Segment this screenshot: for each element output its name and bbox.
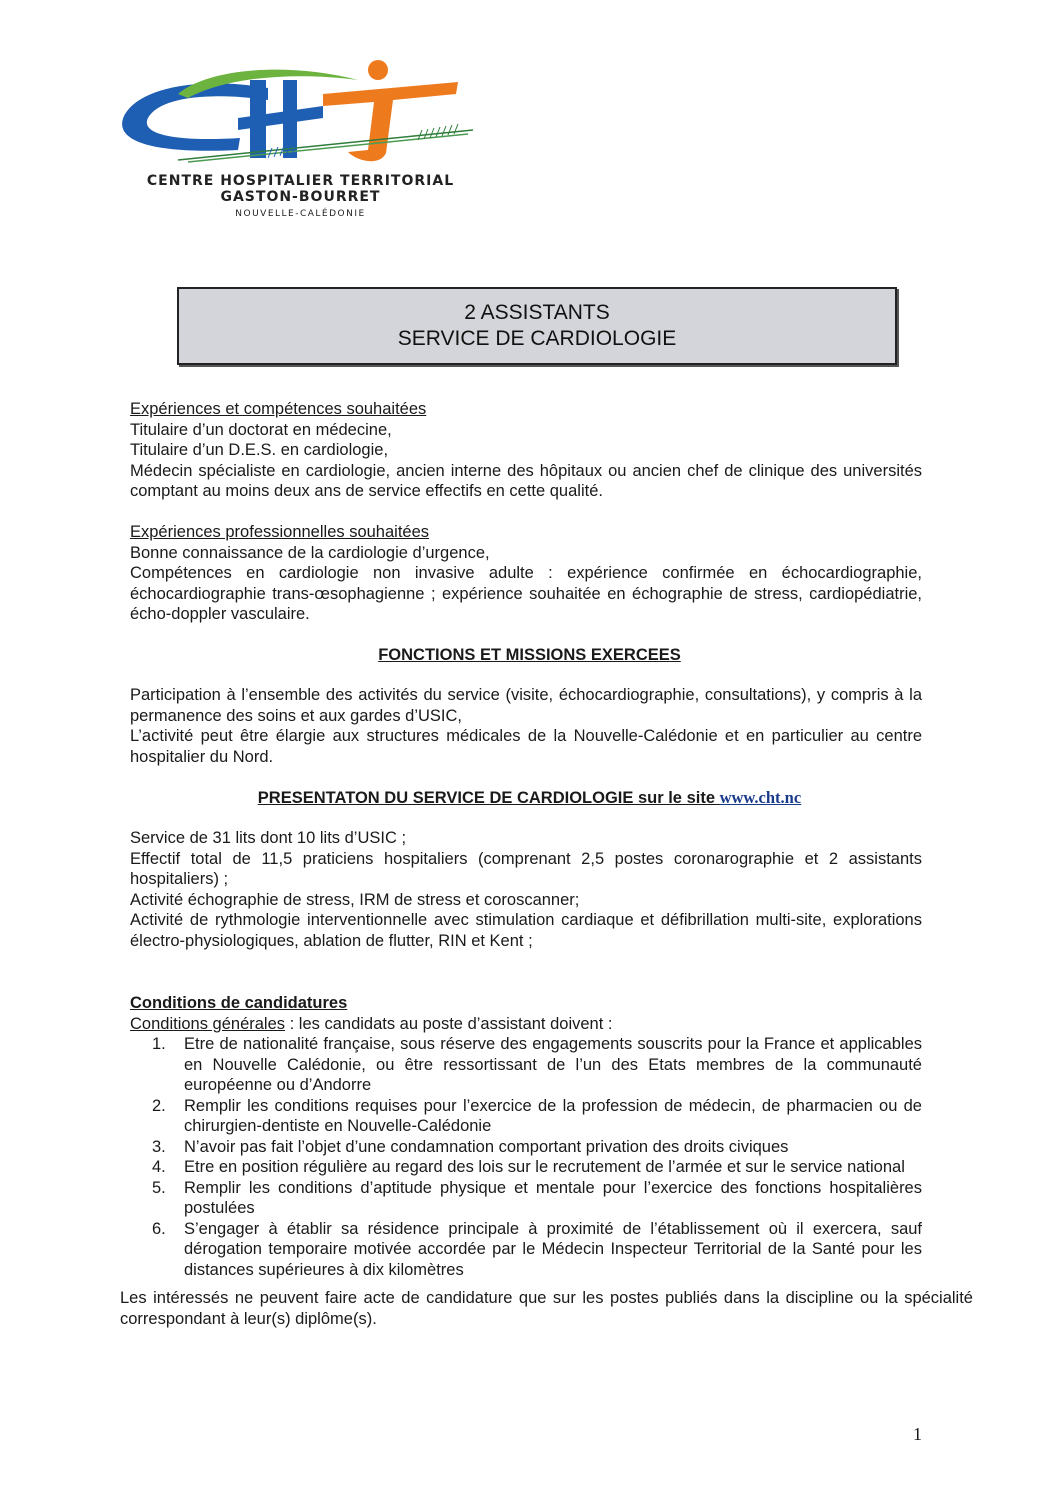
pro-line: Compétences en cardiologie non invasive adulte : expérience confirmée en échocardiographie, échocardiographie trans-œsophagienne ; expérience souhaitée en échographie de stress, cardiopédiatrie, écho-doppler vasculaire.: [130, 564, 922, 623]
presentation-line: Activité de rythmologie interventionnelle avec stimulation cardiaque et défibrillation multi-site, explorations électro-physiologiques, ablation de flutter, RIN et Kent ;: [130, 911, 922, 950]
list-item: [130, 1096, 922, 1137]
list-item: [130, 1178, 922, 1219]
pro-line: Bonne connaissance de la cardiologie d’urgence,: [130, 543, 490, 562]
closing-section: [120, 1288, 973, 1329]
title-line2: SERVICE DE CARDIOLOGIE: [397, 327, 677, 350]
list-item-number: 1.: [152, 1035, 166, 1053]
conditions-section: [130, 993, 922, 1280]
presentation-line: Service de 31 lits dont 10 lits d’USIC ;: [130, 829, 407, 847]
experiences-line: Titulaire d’un doctorat en médecine,: [130, 420, 392, 439]
org-name-line1: CENTRE HOSPITALIER TERRITORIAL: [146, 173, 455, 189]
list-item-number: 6.: [152, 1219, 166, 1238]
list-item-number: 2.: [152, 1096, 166, 1115]
cht-logo-graphic: [118, 58, 483, 173]
list-item-number: 3.: [152, 1137, 166, 1156]
experiences-heading: Expériences et compétences souhaitées: [130, 400, 427, 418]
list-item-text: N’avoir pas fait l’objet d’une condamnation comportant privation des droits civiques: [184, 1137, 789, 1156]
list-item-number: 4.: [152, 1158, 166, 1176]
closing-paragraph: Les intéressés ne peuvent faire acte de candidature que sur les postes publiés dans la discipline ou la spécialité correspondant à leur(s) diplôme(s).: [120, 1289, 973, 1328]
org-name-line3: NOUVELLE-CALÉDONIE: [235, 209, 366, 219]
page-number: 1: [913, 1424, 922, 1444]
conditions-intro: [130, 1014, 922, 1035]
title-line1: 2 ASSISTANTS: [464, 301, 610, 324]
pro-experiences-section: [130, 522, 922, 625]
fonctions-heading: FONCTIONS ET MISSIONS EXERCEES: [378, 646, 681, 664]
presentation-heading: [0, 788, 1059, 809]
title-box: [177, 287, 897, 365]
presentation-line: Activité échographie de stress, IRM de stress et coroscanner;: [130, 890, 580, 909]
conditions-list: [130, 1034, 922, 1280]
list-item: [130, 1034, 922, 1096]
experiences-section: [130, 399, 922, 502]
list-item-text: Etre en position régulière au regard des lois sur le recrutement de l’armée et sur le service national: [184, 1158, 905, 1176]
conditions-heading: Conditions de candidatures: [130, 994, 348, 1012]
org-name-line2: GASTON-BOURRET: [220, 189, 381, 205]
pro-heading: Expériences professionnelles souhaitées: [130, 523, 430, 541]
presentation-heading-text: PRESENTATON DU SERVICE DE CARDIOLOGIE sur le site: [257, 789, 715, 807]
cht-logo: [118, 58, 483, 218]
fonctions-section: [130, 685, 922, 767]
list-item: [130, 1219, 922, 1281]
list-item-text: S’engager à établir sa résidence principale à proximité de l’établissement où il exercera, sauf dérogation temporaire motivée accordée par le Médecin Inspecteur Territorial de la Santé pour les distances supérieures à dix kilomètres: [184, 1219, 922, 1279]
list-item-text: Remplir les conditions requises pour l’exercice de la profession de médecin, de pharmacien ou de chirurgien-dentiste en Nouvelle-Calédonie: [184, 1096, 922, 1135]
presentation-section: [130, 828, 922, 951]
list-item: [130, 1157, 922, 1178]
list-item-number: 5.: [152, 1178, 166, 1197]
list-item-text: Etre de nationalité française, sous réserve des engagements souscrits pour la France et applicables en Nouvelle Calédonie, ou être ressortissant de l’un des Etats membres de la communauté européenne ou d’Andorre: [184, 1035, 922, 1094]
fonctions-paragraph: Participation à l’ensemble des activités du service (visite, échocardiographie, consultations), y compris à la permanence des soins et aux gardes d’USIC,: [130, 686, 922, 725]
site-link[interactable]: www.cht.nc: [719, 788, 802, 807]
experiences-line: Médecin spécialiste en cardiologie, ancien interne des hôpitaux ou ancien chef de clinique des universités comptant au moins deux ans de service effectifs en cette qualité.: [130, 461, 922, 500]
list-item: [130, 1137, 922, 1158]
list-item-text: Remplir les conditions d’aptitude physique et mentale pour l’exercice des fonctions hospitalières postulées: [184, 1178, 922, 1217]
conditions-sub-rest: : les candidats au poste d’assistant doivent :: [285, 1014, 613, 1033]
experiences-line: Titulaire d’un D.E.S. en cardiologie,: [130, 441, 389, 459]
presentation-line: Effectif total de 11,5 praticiens hospitaliers (comprenant 2,5 postes coronarographie et 2 assistants hospitaliers) ;: [130, 849, 922, 888]
conditions-sub-label: Conditions générales: [130, 1014, 286, 1033]
fonctions-paragraph: L’activité peut être élargie aux structures médicales de la Nouvelle-Calédonie et en particulier au centre hospitalier du Nord.: [130, 727, 922, 766]
